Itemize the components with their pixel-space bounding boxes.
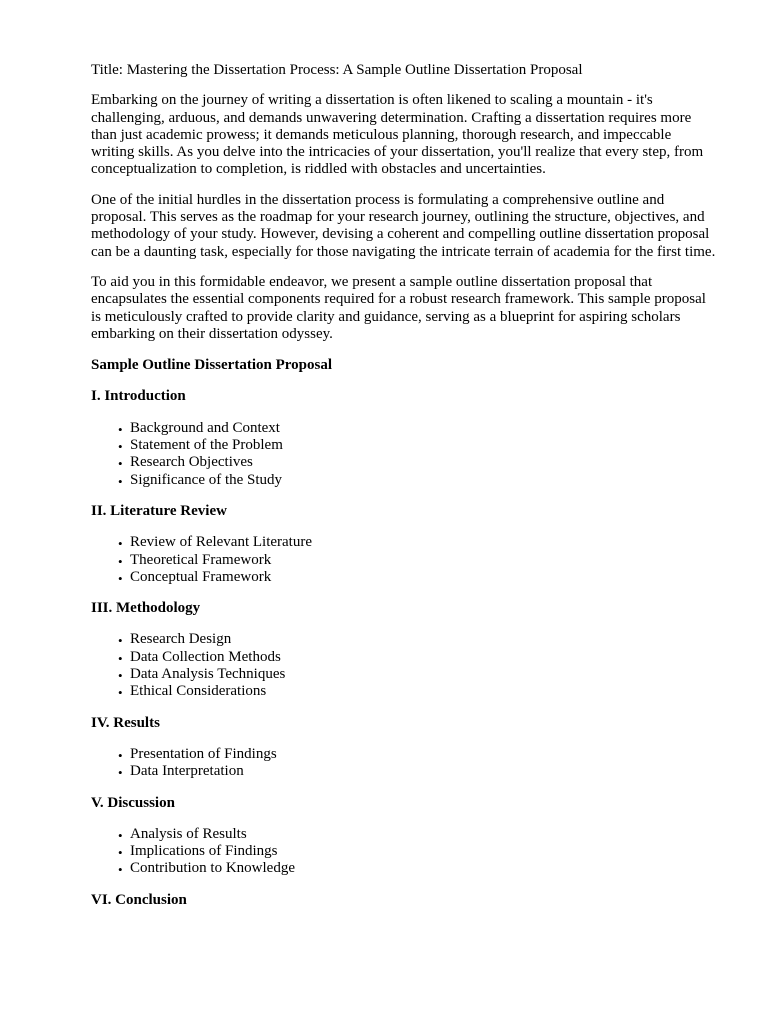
list-item: • Analysis of Results — [118, 826, 717, 843]
list-item: • Research Objectives — [118, 454, 717, 471]
list-item: • Data Interpretation — [118, 763, 717, 780]
section-heading-literature-review: II. Literature Review — [91, 502, 227, 519]
outline-paragraph: One of the initial hurdles in the dissertation process is formulating a comprehensive outline and proposal. This serves as the roadmap for your research journey, outlining the structure, objectives, and methodology of your study. However, devising a coherent and compelling outline dissertation proposal can be a daunting task, especially for those navigating the intricate terrain of academia for the first time. — [91, 191, 716, 260]
section-heading-conclusion: VI. Conclusion — [91, 891, 187, 908]
section-list-discussion — [91, 826, 717, 878]
list-item: • Review of Relevant Literature — [118, 534, 717, 551]
list-item: • Data Collection Methods — [118, 649, 717, 666]
document-body — [91, 62, 717, 909]
list-item: • Conceptual Framework — [118, 569, 717, 586]
section-list-introduction — [91, 420, 717, 489]
section-heading-introduction: I. Introduction — [91, 388, 186, 405]
list-item: • Statement of the Problem — [118, 437, 717, 454]
list-item: • Data Analysis Techniques — [118, 666, 717, 683]
section-heading-methodology: III. Methodology — [91, 600, 201, 617]
list-item: • Significance of the Study — [118, 472, 717, 489]
section-heading-results: IV. Results — [91, 714, 160, 731]
title-line: Title: Mastering the Dissertation Process: A Sample Outline Dissertation Proposal — [91, 62, 583, 78]
list-item: • Contribution to Knowledge — [118, 860, 717, 877]
list-item: • Theoretical Framework — [118, 552, 717, 569]
list-item: • Background and Context — [118, 420, 717, 437]
section-heading-discussion: V. Discussion — [91, 794, 175, 811]
list-item: • Implications of Findings — [118, 843, 717, 860]
section-list-results — [91, 746, 717, 781]
list-item: • Research Design — [118, 631, 717, 648]
list-item: • Presentation of Findings — [118, 746, 717, 763]
list-item: • Ethical Considerations — [118, 683, 717, 700]
intro-paragraph: Embarking on the journey of writing a dissertation is often likened to scaling a mountain - it's challenging, arduous, and demands unwavering determination. Crafting a dissertation requires more than just academic prowess; it demands meticulous planning, thorough research, and impeccable writing skills. As you delve into the intricacies of your dissertation, you'll realize that every step, from conceptualization to completion, is riddled with obstacles and uncertainties. — [91, 92, 704, 178]
section-list-literature-review — [91, 534, 717, 586]
sample-paragraph: To aid you in this formidable endeavor, we present a sample outline dissertation proposal that encapsulates the essential components required for a robust research framework. This sample proposal is meticulously crafted to provide clarity and guidance, serving as a blueprint for aspiring scholars embarking on their dissertation odyssey. — [91, 273, 706, 342]
outline-heading: Sample Outline Dissertation Proposal — [91, 357, 332, 374]
section-list-methodology — [91, 631, 717, 700]
